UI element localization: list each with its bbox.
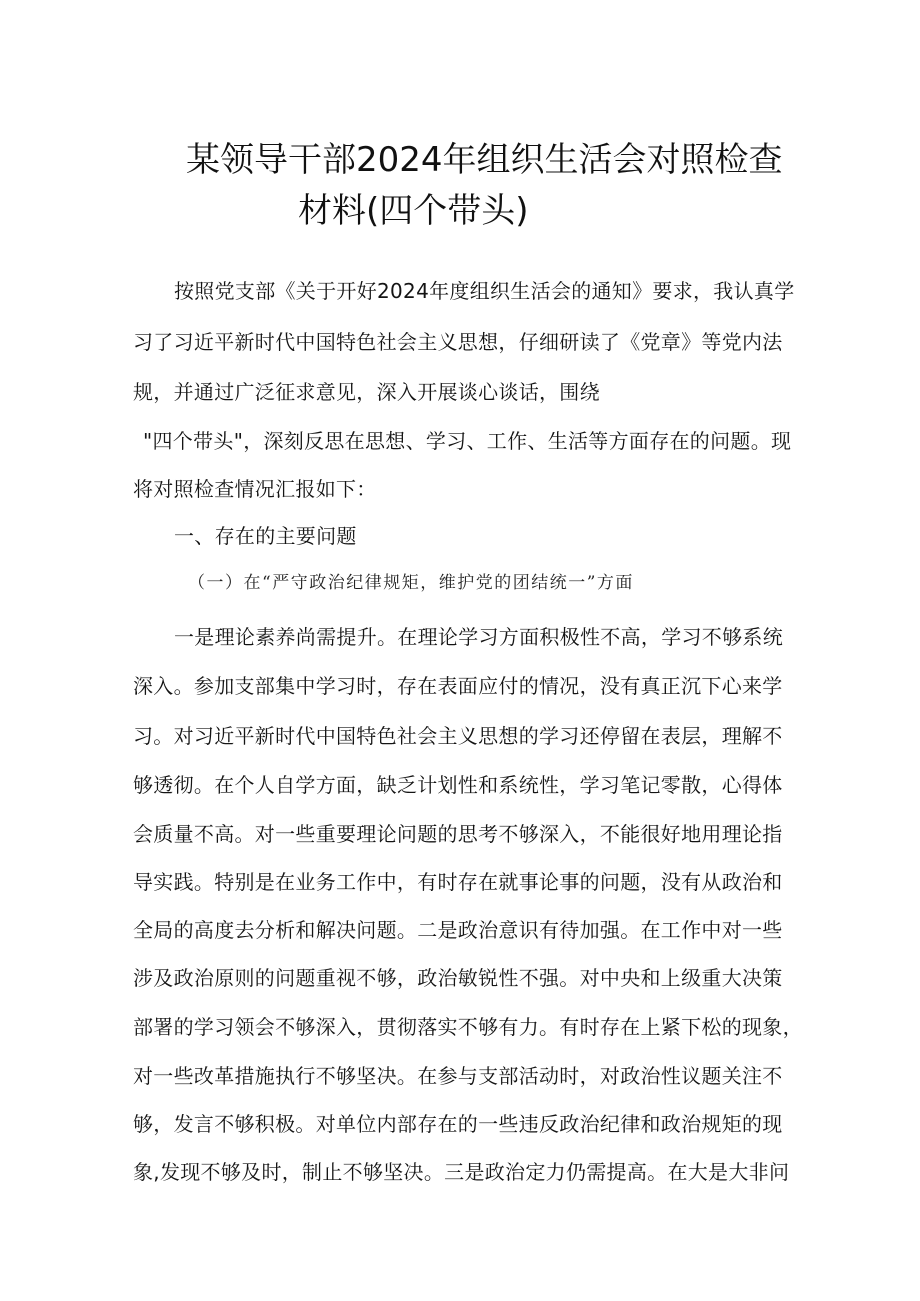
- body-line: 够，发言不够积极。对单位内部存在的一些违反政治纪律和政治规矩的现: [133, 1112, 783, 1136]
- intro-line: 习了习近平新时代中国特色社会主义思想，仔细研读了《党章》等党内法: [133, 330, 783, 354]
- body-line: 一是理论素养尚需提升。在理论学习方面积极性不高，学习不够系统: [174, 625, 783, 649]
- section-subheading: （一）在“严守政治纪律规矩，维护党的团结统一”方面: [188, 573, 634, 593]
- body-line: 习。对习近平新时代中国特色社会主义思想的学习还停留在表层，理解不: [133, 724, 783, 748]
- document-title-line-2: 材料(四个带头): [298, 191, 529, 231]
- body-line: 对一些改革措施执行不够坚决。在参与支部活动时，对政治性议题关注不: [133, 1064, 783, 1088]
- body-line: 全局的高度去分析和解决问题。二是政治意识有待加强。在工作中对一些: [133, 918, 783, 942]
- body-line: 部署的学习领会不够深入，贯彻落实不够有力。有时存在上紧下松的现象，: [133, 1015, 803, 1039]
- intro-line: 将对照检查情况汇报如下：: [133, 477, 377, 501]
- intro-line: 规，并通过广泛征求意见，深入开展谈心谈话，围绕: [133, 380, 600, 404]
- document-title-line-1: 某领导干部2024年组织生活会对照检查: [186, 140, 783, 180]
- body-line: 导实践。特别是在业务工作中，有时存在就事论事的问题，没有从政治和: [133, 870, 783, 894]
- intro-line: "四个带头"，深刻反思在思想、学习、工作、生活等方面存在的问题。现: [143, 429, 792, 453]
- body-line: 象,发现不够及时，制止不够坚决。三是政治定力仍需提高。在大是大非问: [133, 1160, 790, 1184]
- body-line: 深入。参加支部集中学习时，存在表面应付的情况，没有真正沉下心来学: [133, 674, 783, 698]
- body-line: 会质量不高。对一些重要理论问题的思考不够深入，不能很好地用理论指: [133, 822, 783, 846]
- section-heading: 一、存在的主要问题: [174, 524, 357, 548]
- intro-line: 按照党支部《关于开好2024年度组织生活会的通知》要求，我认真学: [174, 279, 795, 303]
- body-line: 涉及政治原则的问题重视不够，政治敏锐性不强。对中央和上级重大决策: [133, 966, 783, 990]
- body-line: 够透彻。在个人自学方面，缺乏计划性和系统性，学习笔记零散，心得体: [133, 773, 783, 797]
